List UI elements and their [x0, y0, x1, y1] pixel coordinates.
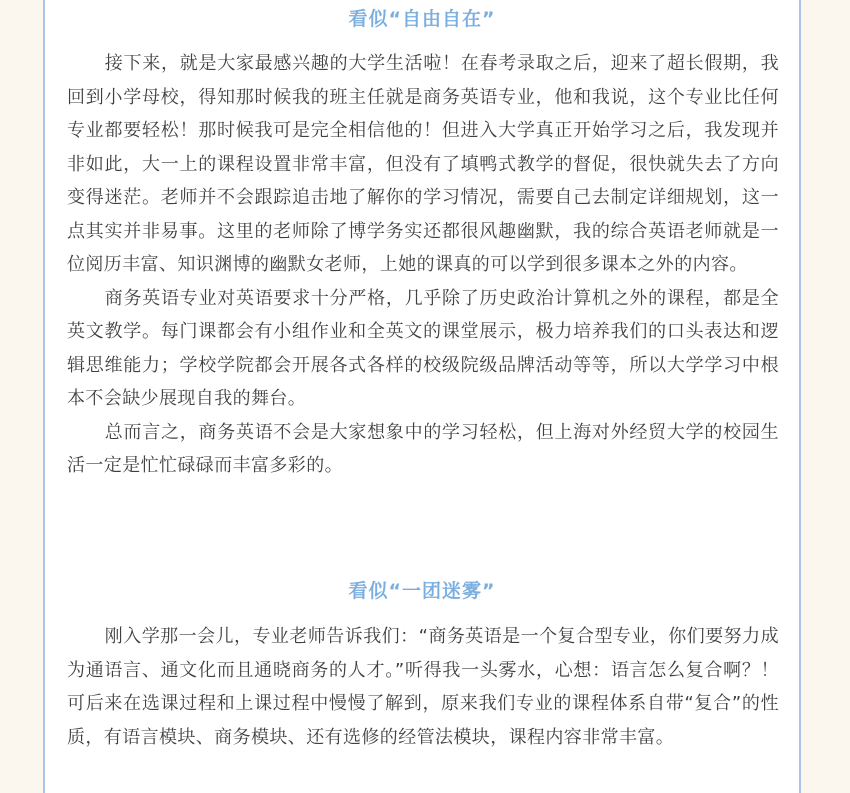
paragraph: 刚入学那一会儿，专业老师告诉我们：“商务英语是一个复合型专业，你们要努力成为通语言、通文化而且通晓商务的人才。”听得我一头雾水，心想：语言怎么复合啊？！可后来在选课过程和上课过程中慢慢了解到，原来我们专业的课程体系自带“复合”的性质，有语言模块、商务模块、还有选修的经管法模块，课程内容非常丰富。	[67, 626, 779, 748]
paragraph: 接下来，就是大家最感兴趣的大学生活啦！在春考录取之后，迎来了超长假期，我回到小学母校，得知那时候我的班主任就是商务英语专业，他和我说，这个专业比任何专业都要轻松！那时候我可是完全相信他的！但进入大学真正开始学习之后，我发现并非如此，大一上的课程设置非常丰富，但没有了填鸭式教学的督促，很快就失去了方向变得迷茫。老师并不会跟踪追击地了解你的学习情况，需要自己去制定详细规划，这一点其实并非易事。这里的老师除了博学务实还都很风趣幽默，我的综合英语老师就是一位阅历丰富、知识渊博的幽默女老师，上她的课真的可以学到很多课本之外的内容。	[67, 53, 779, 275]
section-title-fog	[45, 578, 799, 604]
section-title-text: 看似“一团迷雾”	[345, 578, 500, 604]
section-body-fog	[67, 620, 779, 754]
section-title-text: 看似“自由自在”	[345, 6, 500, 32]
section-body-freedom	[67, 47, 779, 483]
paragraph: 商务英语专业对英语要求十分严格，几乎除了历史政治计算机之外的课程，都是全英文教学。每门课都会有小组作业和全英文的课堂展示，极力培养我们的口头表达和逻辑思维能力；学校学院都会开展各式各样的校级院级品牌活动等等，所以大学学习中根本不会缺少展现自我的舞台。	[67, 287, 779, 409]
section-title-freedom	[45, 6, 799, 32]
paragraph: 总而言之，商务英语不会是大家想象中的学习轻松，但上海对外经贸大学的校园生活一定是忙忙碌碌而丰富多彩的。	[67, 421, 779, 476]
article-card	[43, 0, 801, 793]
